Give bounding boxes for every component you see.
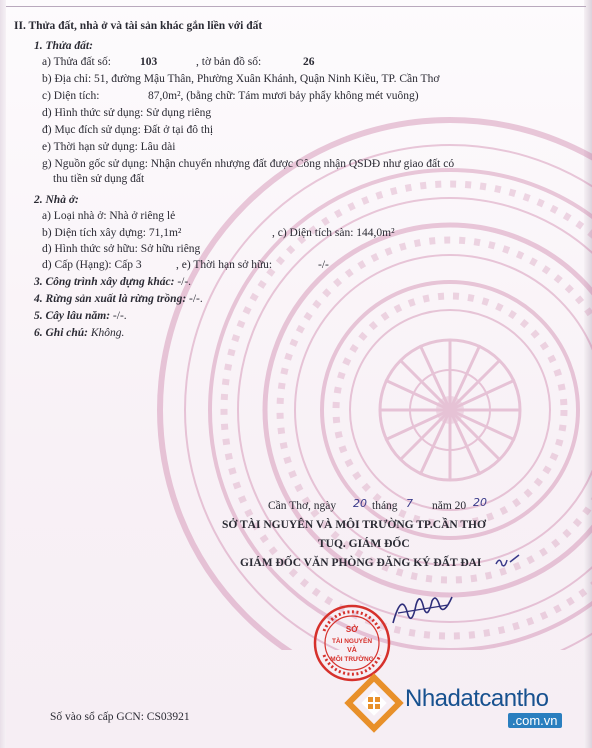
land-use-form: d) Hình thức sử dụng: Sử dụng riêng xyxy=(42,107,212,119)
item-planted-forest xyxy=(34,292,203,306)
authority-department: SỞ TÀI NGUYÊN VÀ MÔI TRƯỜNG TP.CẦN THƠ xyxy=(222,519,486,531)
house-built-area: b) Diện tích xây dựng: 71,1m² xyxy=(42,227,182,239)
stamp-line3: VÀ xyxy=(347,647,357,654)
register-value: CS03921 xyxy=(146,711,190,723)
land-use-purpose: đ) Mục đích sử dụng: Đất ở tại đô thị xyxy=(42,124,214,136)
item-other-works xyxy=(34,275,191,289)
item-notes xyxy=(34,326,124,340)
land-heading: 1. Thửa đất: xyxy=(34,40,93,52)
house-grade: d) Cấp (Hạng): Cấp 3 xyxy=(42,259,142,271)
page-left-edge xyxy=(0,0,6,748)
logo-title: Nhadatcantho xyxy=(405,685,549,712)
parcel-number-label: a) Thửa đất số: xyxy=(42,56,111,68)
stamp-line4: MÔI TRƯỜNG xyxy=(330,656,374,663)
stamp-line1: SỞ xyxy=(345,625,359,634)
item-perennial-trees-label: 5. Cây lâu năm: xyxy=(34,310,111,322)
item-other-works-label: 3. Công trình xây dựng khác: xyxy=(34,276,175,288)
house-ownership-form: d) Hình thức sở hữu: Sở hữu riêng xyxy=(42,243,201,255)
item-notes-label: 6. Ghi chú: xyxy=(34,327,88,339)
house-logo-icon xyxy=(344,673,404,733)
top-border-line xyxy=(6,6,586,7)
map-sheet-number: 26 xyxy=(303,56,315,68)
section-title: II. Thửa đất, nhà ở và tài sản khác gắn liền với đất xyxy=(14,20,263,32)
item-notes-value: Không. xyxy=(88,327,125,339)
initial-mark xyxy=(494,552,520,570)
date-month-label: tháng xyxy=(372,500,398,512)
house-floor-area: , c) Diện tích sàn: 144,0m² xyxy=(272,227,395,239)
date-month: 7 xyxy=(406,497,413,510)
parcel-number: 103 xyxy=(140,56,158,68)
house-type: a) Loại nhà ở: Nhà ở riêng lẻ xyxy=(42,210,176,222)
house-ownership-term-label: , e) Thời hạn sở hữu: xyxy=(176,259,273,271)
date-year-label: năm 20 xyxy=(432,500,467,512)
register-label: Số vào sổ cấp GCN: xyxy=(50,711,144,723)
land-address: b) Địa chỉ: 51, đường Mậu Thân, Phường Xuân Khánh, Quận Ninh Kiều, TP. Cần Thơ xyxy=(42,73,440,85)
item-other-works-value: -/-. xyxy=(174,276,192,288)
map-sheet-label: , tờ bản đồ số: xyxy=(196,56,262,68)
date-day: 20 xyxy=(353,497,367,510)
house-heading: 2. Nhà ở: xyxy=(34,194,79,206)
authority-tuq: TUQ. GIÁM ĐỐC xyxy=(318,538,410,550)
land-use-term: e) Thời hạn sử dụng: Lâu dài xyxy=(42,141,176,153)
house-ownership-term-value: -/- xyxy=(318,259,329,271)
item-planted-forest-label: 4. Rừng sản xuất là rừng trồng: xyxy=(34,293,187,305)
register-number xyxy=(50,710,190,724)
item-perennial-trees xyxy=(34,309,127,323)
stamp-line2: TÀI NGUYÊN xyxy=(331,638,373,645)
logo-subtitle: .com.vn xyxy=(508,713,562,728)
land-origin-line2: thu tiền sử dụng đất xyxy=(53,173,145,185)
item-perennial-trees-value: -/-. xyxy=(110,310,127,322)
authority-title: GIÁM ĐỐC VĂN PHÒNG ĐĂNG KÝ ĐẤT ĐAI xyxy=(240,557,482,569)
item-planted-forest-value: -/-. xyxy=(186,293,203,305)
date-prefix: Cần Thơ, ngày xyxy=(268,500,337,512)
land-area-label: c) Diện tích: xyxy=(42,90,100,102)
land-origin-line1: g) Nguồn gốc sử dụng: Nhận chuyển nhượng đất được Công nhận QSDĐ như giao đất có xyxy=(42,158,455,170)
signature xyxy=(388,585,458,630)
land-area-value: 87,0m², (bằng chữ: Tám mươi bảy phẩy không mét vuông) xyxy=(148,90,419,102)
date-year: 20 xyxy=(473,496,487,509)
site-logo xyxy=(340,665,592,748)
